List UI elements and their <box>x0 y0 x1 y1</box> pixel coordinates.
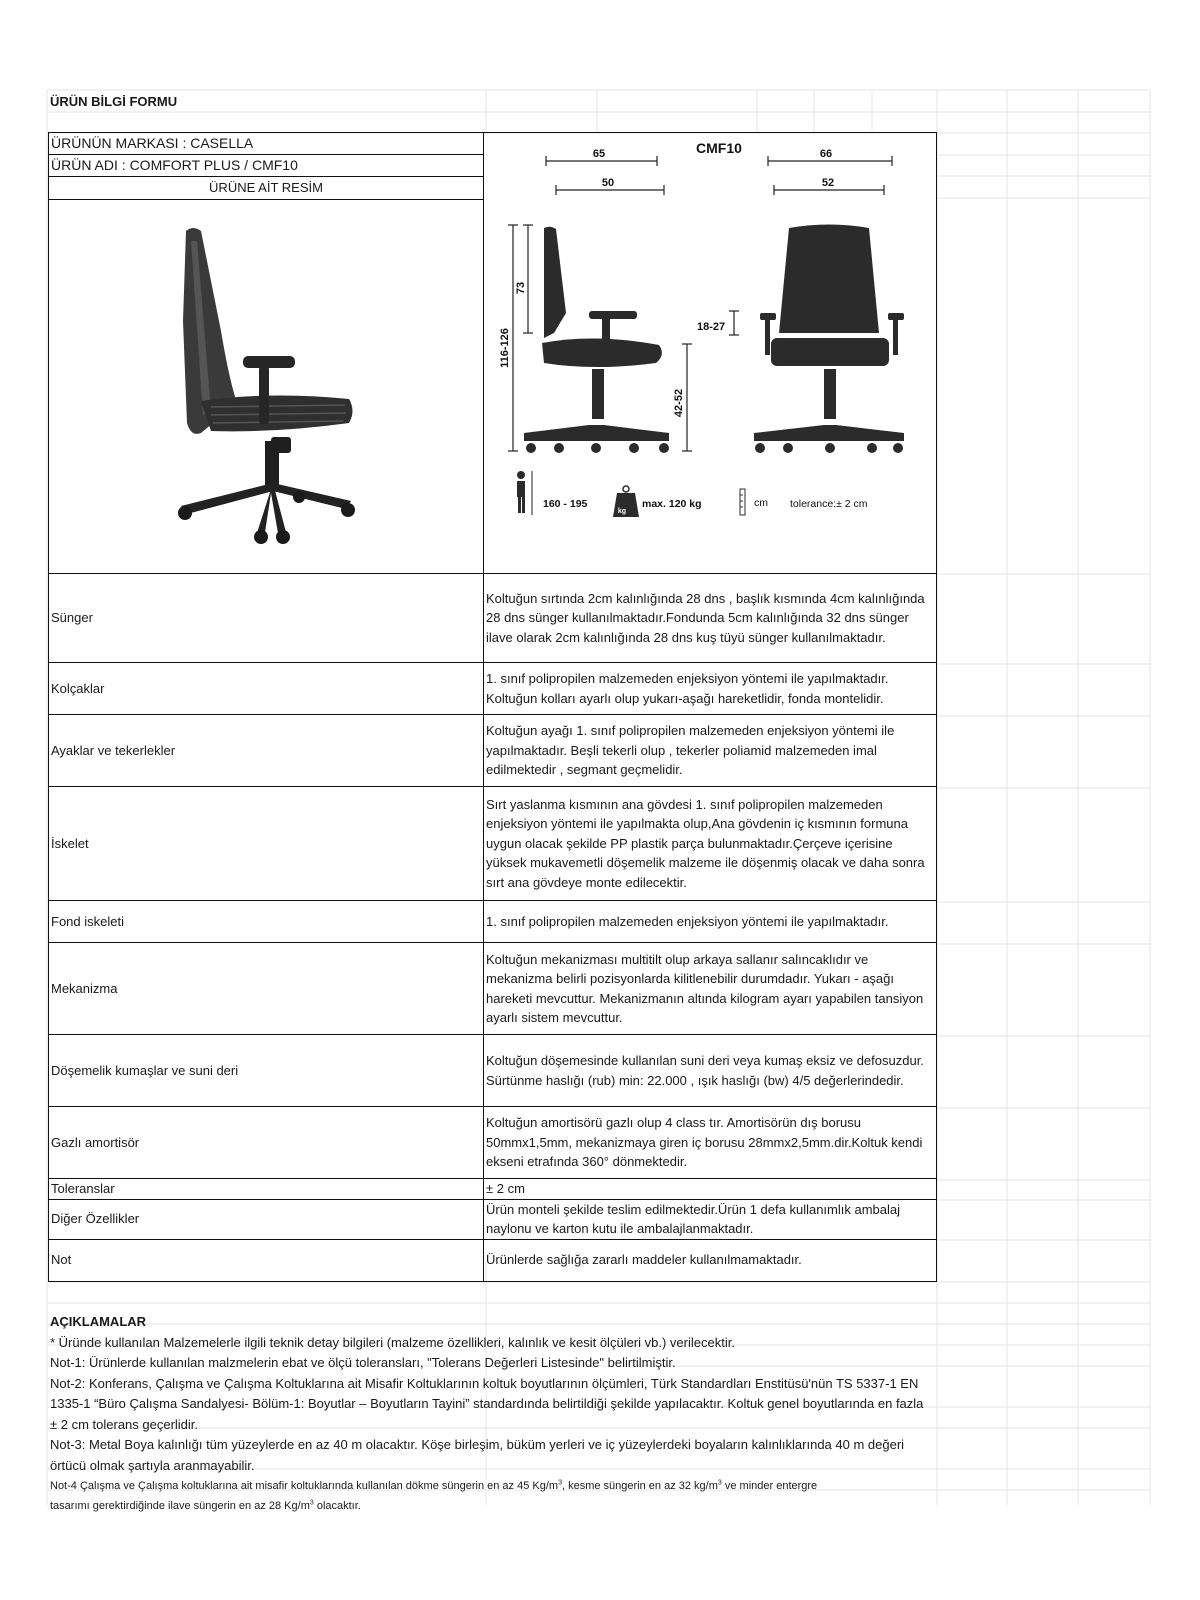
dim-front-seat: 52 <box>821 177 835 189</box>
row-text-ayaklar: Koltuğun ayağı 1. sınıf polipropilen malzemeden enjeksiyon yöntemi ile yapılmaktadır. Beşli tekerli olup , tekerler poliamid malzemeden imal edilmektedir , segmant geçmelidir. <box>484 715 937 787</box>
row-text-fond-iskeleti: 1. sınıf polipropilen malzemeden enjeksiyon yöntemi ile yapılmaktadır. <box>484 901 937 943</box>
dim-back-height: 73 <box>515 281 527 295</box>
tolerance-label: tolerance:± 2 cm <box>790 498 868 510</box>
note-4-part-b: , kesme süngerin en az 32 kg/m <box>561 1480 718 1492</box>
dim-front-top: 66 <box>819 148 833 160</box>
row-label-ayaklar: Ayaklar ve tekerlekler <box>49 715 484 787</box>
row-text-iskelet: Sırt yaslanma kısmının ana gövdesi 1. sınıf polipropilen malzemeden enjeksiyon yöntemi ile yapılmakta olup,Ana gövdenin iç kısmının formuna uygun olacak şekilde PP plastik parça bulunmaktadır.Çerçeve içerisine yüksek mukavemetli döşemelik malzeme ile döşenmiş olacak ve daha sonra sırt ana gövdeye monte edilecektir. <box>484 787 937 901</box>
row-text-kolcaklar: 1. sınıf polipropilen malzemeden enjeksiyon yöntemi ile yapılmaktadır. Koltuğun kolları ayarlı olup yukarı-aşağı hareketlidir, fonda montelidir. <box>484 663 937 715</box>
product-spec-table <box>48 132 937 1282</box>
dimension-diagram <box>484 133 930 573</box>
user-height-label: 160 - 195 <box>543 498 588 510</box>
note-4-sup-3: 3 <box>309 1499 314 1507</box>
unit-label: cm <box>754 497 768 509</box>
product-photo-cell <box>49 199 484 573</box>
note-4-part-e: olacaktır. <box>313 1500 361 1512</box>
row-label-fond-iskeleti: Fond iskeleti <box>49 901 484 943</box>
row-label-mekanizma: Mekanizma <box>49 943 484 1035</box>
row-text-mekanizma: Koltuğun mekanizması multitilt olup arkaya sallanır salıncaklıdır ve mekanizma belirli pozisyonlarda kilitlenebilir durumdadır. Yukarı - aşağı hareketi mevcuttur. Mekanizmanın altında kilogram ayarı yapabilen tansiyon ayarlı sistem mevcuttur. <box>484 943 937 1035</box>
dimension-diagram-cell <box>484 133 937 574</box>
row-text-dosemelik: Koltuğun döşemesinde kullanılan suni deri veya kumaş eksiz ve defosuzdur. Sürtünme haslığı (rub) min: 22.000 , ışık haslığı (bw) 4/5 değerlerindedir. <box>484 1035 937 1107</box>
notes-heading: AÇIKLAMALAR <box>50 1314 147 1329</box>
row-text-diger-ozellikler: Ürün monteli şekilde teslim edilmektedir.Ürün 1 defa kullanımlık ambalaj naylonu ve karton kutu ile ambalajlanmaktadır. <box>484 1199 937 1239</box>
dim-side-seat: 50 <box>601 177 615 189</box>
row-text-not: Ürünlerde sağlığa zararlı maddeler kullanılmamaktadır. <box>484 1239 937 1281</box>
dim-side-top: 65 <box>592 148 606 160</box>
product-name-line: ÜRÜN ADI : COMFORT PLUS / CMF10 <box>49 155 483 177</box>
front-view-chair-icon <box>754 225 904 454</box>
note-4-sup-2: 3 <box>717 1479 722 1487</box>
brand-line: ÜRÜNÜN MARKASI : CASELLA <box>49 133 483 155</box>
side-view-chair-icon <box>524 227 669 453</box>
header-cell <box>49 133 484 200</box>
row-label-not: Not <box>49 1239 484 1281</box>
ruler-icon <box>740 489 745 515</box>
note-star: * Üründe kullanılan Malzemelerle ilgili teknik detay bilgileri (malzeme özellikleri, kalınlık ve kesit ölçüleri vb.) verilecektir. <box>50 1334 735 1350</box>
note-2: Not-2: Konferans, Çalışma ve Çalışma Koltuklarına ait Misafir Koltuklarının koltuk boyutlarının ölçümleri, Türk Standardları Enstitüsü'nün TS 5337-1 EN 1335-1 “Büro Çalışma Sandalyesi- Bölüm-1: Boyutlar – Boyutların Tayini” standardında belirtildiği şekilde yapılacaktır. Koltuk genel boyutlarında en fazla ± 2 cm tolerans geçerlidir. <box>50 1375 924 1432</box>
row-label-iskelet: İskelet <box>49 787 484 901</box>
note-4-part-d: tasarımı gerektirdiğinde ilave süngerin en az 28 Kg/m <box>50 1500 310 1512</box>
note-4-part-c: ve minder entergre <box>721 1480 818 1492</box>
model-label: CMF10 <box>696 140 742 156</box>
dim-total-height: 116-126 <box>499 328 511 368</box>
form-title: ÜRÜN BİLGİ FORMU <box>50 94 178 109</box>
person-height-icon <box>517 471 532 515</box>
note-3: Not-3: Metal Boya kalınlığı tüm yüzeylerde en az 40 m olacaktır. Köşe birleşim, büküm yerleri ve iç yüzeylerdeki boyaların kalınlıklarında 40 m değeri örtücü olmak şartıyla aranmayabilir. <box>50 1437 905 1473</box>
note-4 <box>50 1476 930 1516</box>
note-1: Not-1: Ürünlerde kullanılan malzmelerin ebat ve ölçü toleransları, "Tolerans Değerleri Listesinde" belirtilmiştir. <box>50 1355 676 1370</box>
row-label-toleranslar: Toleranslar <box>49 1179 484 1200</box>
row-label-sunger: Sünger <box>49 574 484 663</box>
dim-seat-height: 42-52 <box>673 388 685 418</box>
notes-section <box>50 1312 930 1516</box>
row-text-toleranslar: ± 2 cm <box>484 1179 937 1200</box>
row-label-dosemelik: Döşemelik kumaşlar ve suni deri <box>49 1035 484 1107</box>
row-label-kolcaklar: Kolçaklar <box>49 663 484 715</box>
note-4-sup-1: 3 <box>558 1479 562 1487</box>
row-text-gazli-amortisor: Koltuğun amortisörü gazlı olup 4 class tır. Amortisörün dış borusu 50mmx1,5mm, mekanizmaya giren iç borusu 28mmx2,5mm.dir.Koltuk kendi ekseni etrafında 360° dönmektedir. <box>484 1107 937 1179</box>
image-caption: ÜRÜNE AİT RESİM <box>209 180 323 196</box>
dim-arm-height: 18-27 <box>697 321 726 333</box>
max-load-label: max. 120 kg <box>642 498 702 510</box>
office-chair-photo <box>51 201 481 571</box>
row-label-diger-ozellikler: Diğer Özellikler <box>49 1199 484 1239</box>
office-chair-icon <box>178 228 355 544</box>
note-4-part-a: Not-4 Çalışma ve Çalışma koltuklarına ait misafir koltuklarında kullanılan dökme süngerin en az 45 Kg/m <box>50 1480 559 1492</box>
row-label-gazli-amortisor: Gazlı amortisör <box>49 1107 484 1179</box>
row-text-sunger: Koltuğun sırtında 2cm kalınlığında 28 dns , başlık kısmında 4cm kalınlığında 28 dns sünger kullanılmaktadır.Fondunda 5cm kalınlığında 32 dns sünger ilave olarak 2cm kalınlığında 28 dns kuş tüyü sünger kullanılmaktadır. <box>484 574 937 663</box>
kg-badge-text: kg <box>617 508 627 515</box>
